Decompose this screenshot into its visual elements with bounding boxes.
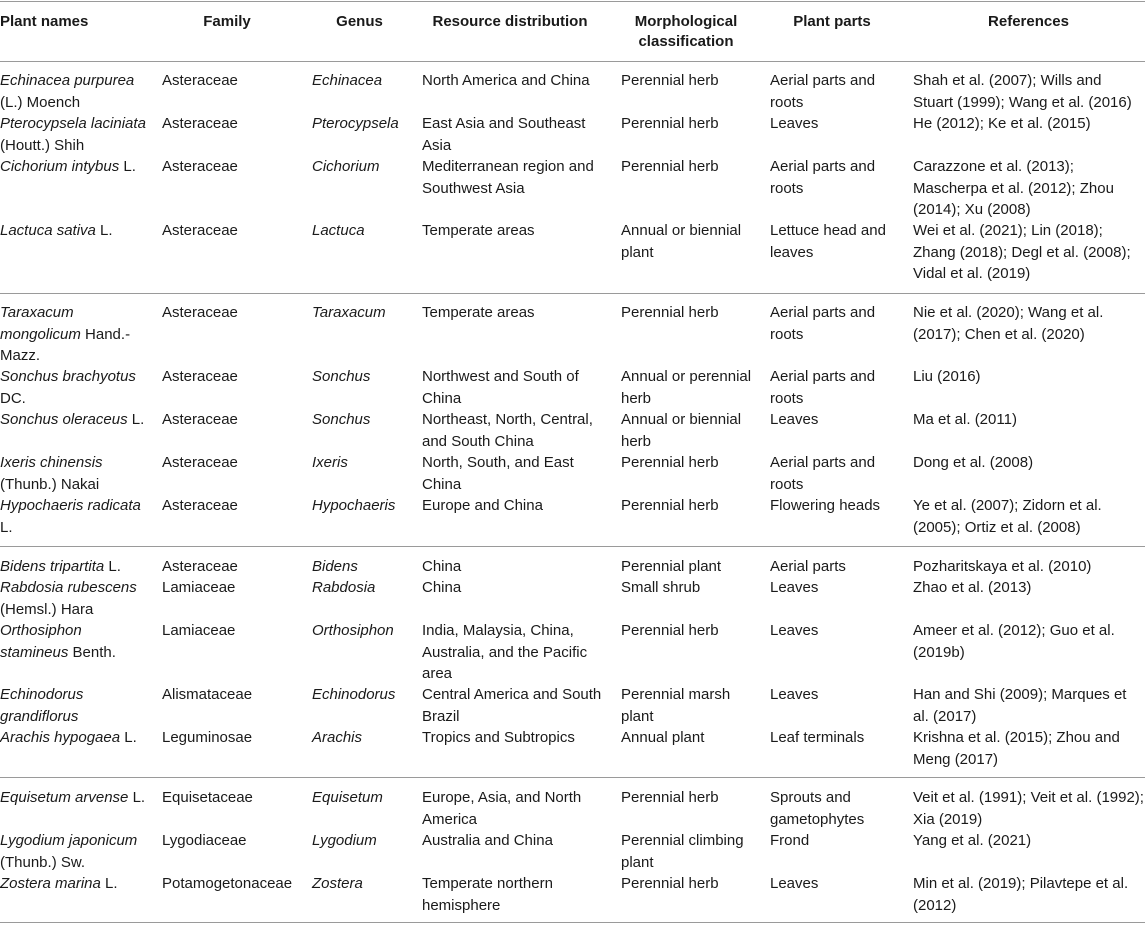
cell-plant-name (0, 70, 150, 113)
cell-plant-name (0, 620, 150, 663)
cell-parts: Leaves (770, 622, 819, 639)
header-plant-names: Plant names (0, 13, 89, 30)
cell-family: Lamiaceae (162, 622, 236, 639)
cell-refs: Wei et al. (2021); Lin (2018); Zhang (2018); Degl et al. (2008); Vidal et al. (2019) (913, 222, 1131, 282)
cell-family: Lamiaceae (162, 579, 236, 596)
cell-distribution: North America and China (422, 72, 590, 89)
cell-morphology: Perennial herb (621, 158, 719, 175)
cell-genus: Taraxacum (312, 304, 386, 321)
cell-family: Alismataceae (162, 686, 253, 703)
cell-parts: Aerial parts and roots (770, 72, 876, 111)
cell-family: Equisetaceae (162, 789, 253, 806)
cell-genus: Bidens (312, 558, 358, 575)
header-plant-parts: Plant parts (793, 13, 871, 30)
cell-genus: Hypochaeris (312, 497, 396, 514)
cell-parts: Aerial parts and roots (770, 158, 876, 197)
plant-authority: L. (95, 222, 113, 239)
cell-refs: Min et al. (2019); Pilavtepe et al. (2012) (913, 875, 1129, 914)
plant-authority: (L.) Moench (0, 93, 81, 111)
cell-distribution: Tropics and Subtropics (422, 729, 575, 746)
cell-parts: Aerial parts and roots (770, 304, 876, 343)
cell-parts: Leaf terminals (770, 729, 865, 746)
plant-binomial: Lygodium japonicum (0, 832, 138, 849)
group-rule (0, 546, 1145, 547)
plant-binomial: Zostera marina (0, 875, 101, 892)
cell-family: Asteraceae (162, 304, 238, 321)
cell-family: Asteraceae (162, 497, 238, 514)
cell-morphology: Perennial herb (621, 115, 719, 132)
plant-authority: L. (127, 411, 145, 428)
cell-distribution: Mediterranean region and Southwest Asia (422, 158, 594, 197)
plant-authority: L. (119, 158, 136, 175)
cell-distribution: Temperate areas (422, 222, 535, 239)
cell-plant-name (0, 220, 150, 242)
plant-binomial: Echinacea purpurea (0, 72, 135, 89)
plant-authority: Benth. (68, 643, 116, 661)
header-row (0, 8, 1145, 58)
plant-binomial: Sonchus brachyotus (0, 368, 136, 385)
header-references: References (988, 13, 1069, 30)
plant-authority: L. (100, 875, 118, 892)
cell-plant-name (0, 452, 150, 495)
header-resource-distribution: Resource distribution (432, 13, 588, 30)
cell-genus: Zostera (312, 875, 363, 892)
cell-refs: Krishna et al. (2015); Zhou and Meng (2017) (913, 729, 1120, 768)
header-morphological-classification: Morphological classification (634, 13, 738, 50)
cell-morphology: Perennial herb (621, 622, 719, 639)
cell-refs: Han and Shi (2009); Marques et al. (2017) (913, 686, 1127, 725)
cell-genus: Cichorium (312, 158, 380, 175)
cell-refs: Nie et al. (2020); Wang et al. (2017); Chen et al. (2020) (913, 304, 1104, 343)
cell-genus: Equisetum (312, 789, 383, 806)
cell-plant-name (0, 873, 150, 895)
plant-binomial: Hypochaeris radicata (0, 497, 141, 514)
plant-authority: (Hemsl.) Hara (0, 600, 94, 618)
cell-parts: Aerial parts (770, 558, 846, 575)
cell-parts: Leaves (770, 115, 819, 132)
cell-parts: Frond (770, 832, 810, 849)
cell-distribution: China (422, 579, 462, 596)
table-top-rule (0, 1, 1145, 2)
cell-parts: Leaves (770, 411, 819, 428)
cell-distribution: China (422, 558, 462, 575)
plant-authority: Hand.-Mazz. (0, 325, 131, 364)
cell-morphology: Perennial herb (621, 304, 719, 321)
plant-binomial: Ixeris chinensis (0, 454, 103, 471)
cell-genus: Ixeris (312, 454, 348, 471)
cell-genus: Rabdosia (312, 579, 376, 596)
cell-plant-name (0, 495, 150, 538)
cell-plant-name (0, 830, 150, 873)
cell-genus: Sonchus (312, 368, 371, 385)
cell-parts: Lettuce head and leaves (770, 222, 886, 261)
plant-authority: L. (120, 729, 137, 746)
cell-family: Asteraceae (162, 368, 238, 385)
cell-morphology: Annual plant (621, 729, 705, 746)
cell-distribution: Central America and South Brazil (422, 686, 602, 725)
cell-plant-name (0, 727, 150, 749)
cell-family: Lygodiaceae (162, 832, 247, 849)
cell-parts: Flowering heads (770, 497, 881, 514)
plant-binomial: Cichorium intybus (0, 158, 120, 175)
cell-parts: Leaves (770, 579, 819, 596)
cell-family: Asteraceae (162, 411, 238, 428)
header-genus: Genus (336, 13, 383, 30)
cell-family: Asteraceae (162, 454, 238, 471)
cell-distribution: Temperate northern hemisphere (422, 875, 553, 914)
cell-morphology: Perennial marsh plant (621, 686, 731, 725)
plant-binomial: Lactuca sativa (0, 222, 96, 239)
plant-authority: L. (104, 558, 121, 575)
group-rule (0, 293, 1145, 294)
plant-authority: (Thunb.) Nakai (0, 475, 100, 493)
cell-morphology: Perennial herb (621, 454, 719, 471)
plant-authority: (Thunb.) Sw. (0, 853, 86, 871)
cell-plant-name (0, 787, 150, 809)
cell-distribution: Europe and China (422, 497, 543, 514)
cell-family: Asteraceae (162, 222, 238, 239)
cell-genus: Pterocypsela (312, 115, 399, 132)
cell-refs: He (2012); Ke et al. (2015) (913, 115, 1091, 132)
header-family: Family (203, 13, 251, 30)
cell-morphology: Annual or biennial plant (621, 222, 742, 261)
cell-family: Asteraceae (162, 115, 238, 132)
cell-genus: Lactuca (312, 222, 365, 239)
cell-genus: Echinodorus (312, 686, 396, 703)
cell-morphology: Perennial herb (621, 497, 719, 514)
cell-plant-name (0, 302, 150, 367)
cell-distribution: East Asia and Southeast Asia (422, 115, 586, 154)
table-bottom-rule (0, 922, 1145, 923)
cell-genus: Arachis (312, 729, 363, 746)
cell-refs: Yang et al. (2021) (913, 832, 1032, 849)
plant-authority: DC. (0, 389, 26, 407)
cell-refs: Veit et al. (1991); Veit et al. (1992); Xia (2019) (913, 789, 1144, 828)
plant-binomial: Taraxacum mongolicum (0, 304, 81, 343)
cell-morphology: Perennial climbing plant (621, 832, 744, 871)
cell-family: Potamogetonaceae (162, 875, 293, 892)
cell-parts: Aerial parts and roots (770, 454, 876, 493)
cell-morphology: Annual or perennial herb (621, 368, 752, 407)
cell-refs: Dong et al. (2008) (913, 454, 1034, 471)
cell-plant-name (0, 684, 150, 727)
plant-binomial: Echinodorus grandiflorus (0, 686, 84, 725)
cell-genus: Sonchus (312, 411, 371, 428)
cell-refs: Carazzone et al. (2013); Mascherpa et al. (2012); Zhou (2014); Xu (2008) (913, 158, 1114, 218)
cell-plant-name (0, 577, 150, 620)
cell-morphology: Perennial herb (621, 875, 719, 892)
cell-morphology: Perennial plant (621, 558, 722, 575)
cell-morphology: Annual or biennial herb (621, 411, 742, 450)
plant-binomial: Equisetum arvense (0, 789, 129, 806)
cell-distribution: Europe, Asia, and North America (422, 789, 582, 828)
plant-binomial: Sonchus oleraceus (0, 411, 128, 428)
cell-distribution: Australia and China (422, 832, 553, 849)
cell-plant-name (0, 409, 150, 431)
cell-refs: Shah et al. (2007); Wills and Stuart (1999); Wang et al. (2016) (913, 72, 1132, 111)
plant-binomial: Pterocypsela laciniata (0, 115, 146, 132)
cell-family: Asteraceae (162, 72, 238, 89)
cell-plant-name (0, 366, 150, 409)
cell-plant-name (0, 556, 150, 578)
cell-refs: Ameer et al. (2012); Guo et al. (2019b) (913, 622, 1115, 661)
cell-distribution: Northwest and South of China (422, 368, 579, 407)
cell-refs: Ma et al. (2011) (913, 411, 1017, 428)
plant-binomial: Orthosiphon stamineus (0, 622, 82, 661)
cell-distribution: India, Malaysia, China, Australia, and the Pacific area (422, 622, 588, 682)
cell-family: Asteraceae (162, 558, 238, 575)
cell-parts: Leaves (770, 875, 819, 892)
cell-parts: Aerial parts and roots (770, 368, 876, 407)
cell-parts: Leaves (770, 686, 819, 703)
cell-family: Asteraceae (162, 158, 238, 175)
plant-authority: L. (0, 518, 13, 536)
cell-plant-name (0, 113, 150, 156)
plant-binomial: Arachis hypogaea (0, 729, 121, 746)
cell-plant-name (0, 156, 150, 178)
cell-morphology: Perennial herb (621, 72, 719, 89)
cell-refs: Pozharitskaya et al. (2010) (913, 558, 1092, 575)
plant-authority: L. (128, 789, 146, 806)
cell-genus: Orthosiphon (312, 622, 394, 639)
plant-binomial: Bidens tripartita (0, 558, 105, 575)
cell-parts: Sprouts and gametophytes (770, 789, 865, 828)
plant-binomial: Rabdosia rubescens (0, 579, 137, 596)
cell-refs: Zhao et al. (2013) (913, 579, 1032, 596)
cell-morphology: Small shrub (621, 579, 701, 596)
cell-family: Leguminosae (162, 729, 253, 746)
cell-genus: Echinacea (312, 72, 383, 89)
group-rule (0, 777, 1145, 778)
cell-refs: Liu (2016) (913, 368, 981, 385)
cell-distribution: Northeast, North, Central, and South China (422, 411, 593, 450)
cell-distribution: Temperate areas (422, 304, 535, 321)
cell-distribution: North, South, and East China (422, 454, 574, 493)
plant-authority: (Houtt.) Shih (0, 136, 85, 154)
cell-refs: Ye et al. (2007); Zidorn et al. (2005); Ortiz et al. (2008) (913, 497, 1102, 536)
header-rule (0, 61, 1145, 62)
cell-morphology: Perennial herb (621, 789, 719, 806)
cell-genus: Lygodium (312, 832, 377, 849)
